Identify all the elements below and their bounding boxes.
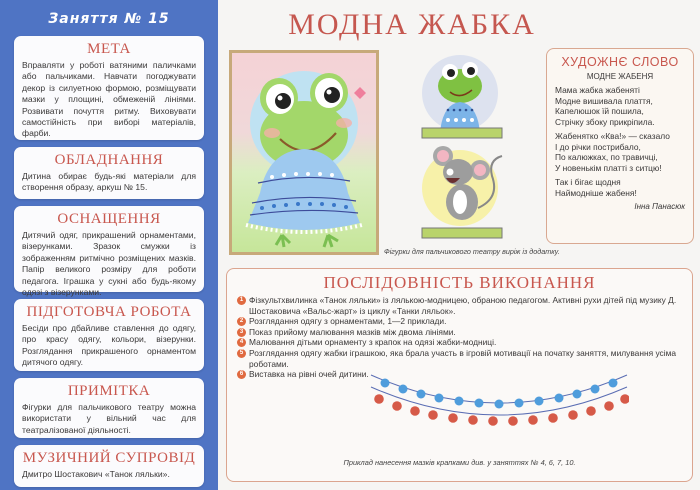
poem-line: У новенькім платті з ситцю! [555,162,662,173]
poem-line: Мама жабка жабеняті [555,85,640,95]
section-heading: ОСНАЩЕННЯ [57,211,161,227]
step-item [237,348,682,369]
section-note [14,378,204,438]
step-item [237,337,682,348]
frog-puppet-icon [422,55,498,132]
step-text: Показ прийому малювання мазків між двома лініями. [249,326,456,337]
puppet-caption: Фігурки для пальчикового театру виріж із додатку. [384,247,560,256]
step-number-badge: 6 [237,370,246,379]
section-text: Дмитро Шостакович «Танок ляльки». [22,469,170,479]
section-materials [14,206,204,298]
section-heading: МУЗИЧНИЙ СУПРОВІД [22,450,196,466]
poem-line: Так і бігає щодня [555,177,621,187]
poem-line: По калюжках, по травичці, [555,152,658,162]
section-heading: МЕТА [87,41,131,57]
step-item [237,327,682,338]
poem-heading: ХУДОЖНЄ СЛОВО [561,55,679,69]
poem-line: Модне вишивала плаття, [555,95,653,106]
section-text: Дитина обирає будь-які матеріали для створення образу, аркуш № 15. [22,171,196,193]
step-number-badge: 3 [237,328,246,337]
section-equipment [14,147,204,199]
step-number-badge: 5 [237,349,246,358]
poem-line: Наймодніше жабеня! [555,187,637,198]
poem-line: І до річки пострибало, [555,141,641,152]
poem-line: Жабенятко «Ква!» — сказало [555,131,670,141]
step-item [237,295,682,316]
poem-stanza [555,85,685,127]
frog-illustration [229,50,379,255]
step-item [237,316,682,327]
section-text: Вправляти у роботі ватяними паличками або пальчиками. Навчати погоджувати декор із силуетною формою, розміщувати мазки у площині, обмеженій лініями. Розвивати почуття ритму. Виховувати самостійність при виборі матеріалів, фарби. [22,60,196,139]
section-text: Бесіди про дбайливе ставлення до одягу, про красу одягу, кольори, візерунки. Розглядання прикрашеного орнаментом дитячого одягу. [22,323,196,368]
sidebar [0,0,218,490]
section-music [14,445,204,487]
section-heading: ПІДГОТОВЧА РОБОТА [26,304,192,320]
puppet-figures [388,48,543,248]
poem-author: Інна Панасюк [634,202,685,211]
dot-pattern-example [369,371,629,441]
section-text: Фігурки для пальчикового театру можна використати у вільний час для театралізованої діяльності. [22,402,196,435]
poem-line: Стрічку збоку прикріпила. [555,116,655,127]
step-text: Розглядання одягу з орнаментами, 1—2 приклади. [249,316,447,327]
mouse-puppet-icon [422,146,502,226]
page-title: МОДНА ЖАБКА [288,8,536,41]
step-number-badge: 1 [237,296,246,305]
poem-box [546,48,694,244]
poem-title: МОДНЕ ЖАБЕНЯ [586,72,654,81]
section-preparation [14,299,204,371]
section-goal [14,36,204,140]
poem-stanza [555,177,685,198]
step-number-badge: 4 [237,338,246,347]
section-heading: ПРИМІТКА [67,383,151,399]
section-text: Дитячий одяг, прикрашений орнаментами, візерунками. Зразок смужки із зображенням ритмічно розміщених мазків. Папір великого розміру для роботи педагога. Іграшка у сукні або будь-якому одязі з візерунками. [22,230,196,298]
steps-note: Приклад нанесення мазків крапками див. у заняттях № 4, 6, 7, 10. [343,458,576,467]
steps-heading: ПОСЛІДОВНІСТЬ ВИКОНАННЯ [323,273,596,292]
poem-stanza [555,131,685,173]
steps-box [226,268,693,482]
step-text: Малювання дітьми орнаменту з крапок на одязі жабки-модниці. [249,337,497,348]
step-text: Фізкультхвилинка «Танок ляльки» із лялькою-модницею, обраною педагогом. Активні рухи дітей під музику Д. Шостаковича «Вальс-жарт» із циклу «Танки ляльок». [249,295,677,316]
frog-icon [232,53,376,252]
step-text: Розглядання одягу жабки іграшкою, яка брала участь в ігровій мотивації на початку заняття, милування усіма роботами. [249,347,676,369]
lesson-title: Заняття № 15 [48,11,170,27]
step-number-badge: 2 [237,317,246,326]
section-heading: ОБЛАДНАННЯ [54,152,164,168]
step-text: Виставка на рівні очей дитини. [249,369,369,380]
poem-line: Капелюшок їй пошила, [555,106,644,116]
